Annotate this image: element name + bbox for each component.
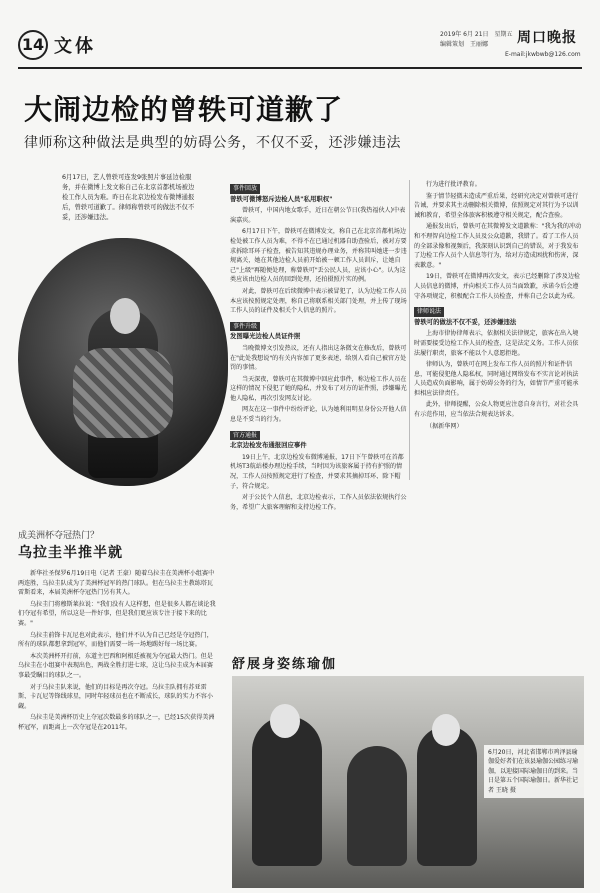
- yoga-person-2: [347, 746, 407, 866]
- sidebar-paragraph: 乌拉圭门将穆斯莱拉说："我们没有人这样想，但是很多人都在谈论我们夺冠有希望，所以这是一件好事，但是我们更应该专注于接下来的比赛。": [18, 600, 216, 627]
- article-paragraph: 对于公民个人信息，北京边检表示，工作人员依法依规执行公务，希望广大旅客理解和支持边检工作。: [230, 494, 407, 511]
- page-header: [0, 0, 600, 70]
- article-paragraph: 此外，律师提醒，公众人物更应注意自身言行，对社会具有示范作用，应当依法合规表达诉求。: [414, 401, 579, 419]
- sidebar-paragraph: 乌拉圭前锋卡瓦尼也对此表示，他们并不认为自己已经是夺冠热门，所有的球队都想拿到冠军，而他们需要一场一场地踢好每一场比赛。: [18, 631, 213, 649]
- article-paragraph: 当天深夜，曾轶可在其微博中回应此事件，称边检工作人员在这样的情况下侵犯了她的隐私，并发布了对方的证件照，涉嫌曝光他人隐私，再次引发网友讨论。: [230, 375, 407, 402]
- sidebar-paragraph: 乌拉圭是美洲杯历史上夺冠次数最多的球队之一，已经15次获得美洲杯冠军，而距离上一次夺冠是在2011年。: [18, 714, 215, 731]
- sidebar-paragraph: 对于乌拉圭队来说，他们的目标是再次夺冠。乌拉圭队拥有苏亚雷斯、卡瓦尼等锋线球星，同时年轻球员也在不断成长，球队的实力不容小觑。: [18, 683, 213, 710]
- article-column-2: [230, 180, 407, 514]
- sidebar-paragraph: 新华社圣保罗6月19日电（记者 王豪）随着乌拉圭在美洲杯小组赛中两连胜，乌拉圭队成为了美洲杯冠军的热门球队。但在乌拉圭主教练塔瓦雷斯看来，本届美洲杯夺冠热门另有其人。: [18, 570, 215, 597]
- editor-credit: 编辑策划 王丽娜: [440, 41, 489, 48]
- singer-photo: [18, 238, 228, 486]
- column-divider: [409, 180, 410, 480]
- header-email: E-mail:jkwbwb@126.com: [505, 51, 581, 58]
- section-title: 曾轶可微博怒斥边检人员"私用职权": [230, 194, 333, 203]
- sidebar-paragraph: 本次美洲杯开打前，东道主巴西和阿根廷被视为夺冠最大热门。但是乌拉圭在小组赛中表现出色，两战全胜打进七球，这让乌拉圭成为本届赛事最受瞩目的球队之一。: [18, 652, 213, 679]
- section-title: 北京边检发布通报回应事件: [230, 441, 307, 450]
- article-paragraph: 对此，曾轶可在后续微博中表示被冒犯了，认为边检工作人员本应该按照规定处理，称自己将联系相关部门处理，并上传了现场工作人员的证件及相关个人信息的照片。: [230, 287, 407, 315]
- article-paragraph: （据新华网）: [426, 422, 463, 430]
- yoga-person-3: [417, 726, 477, 866]
- article-paragraph: 网友在这一事件中纷纷评论，认为她利用明星身份公开他人信息是不妥当的行为。: [230, 406, 407, 424]
- article-paragraph: 上海市律协律师表示，依据相关法律规定，旅客在出入境时需要接受边检工作人员的检查，这是法定义务。工作人员依法履行职责，旅客不能以个人意愿拒绝。: [414, 330, 579, 357]
- section-tag: 事件升级: [230, 322, 260, 332]
- singer-face: [110, 298, 140, 334]
- issue-date: 2019年 6月 21日 星期五: [440, 31, 513, 38]
- article-paragraph: 行为进行批评教育。: [426, 181, 481, 188]
- yoga-person-1: [252, 716, 322, 866]
- yoga-caption: 6月20日，河北省邯郸市鸡泽县瑜伽爱好者们在该县瑜伽公园练习瑜伽，以迎接国际瑜伽日的到来。当日是第五个国际瑜伽日。新华社记者 王晓 摄: [484, 745, 584, 798]
- section-name: 文体: [54, 36, 96, 57]
- article-paragraph: 曾轶可，中国内地女歌手，近日在朝公节日(我热福伙人)中表演嘉宾。: [230, 207, 406, 224]
- intro-paragraph: 6月17日，艺人曾轶可连发9张照片事延边检服务，并在微博上发文称自己在北京首都机场被边检工作人员为难。昨日在北京边检发布微博通报后，曾轶可道歉了。律师称曾轶可的做法不仅不妥，还涉嫌违法。: [62, 174, 195, 221]
- article-paragraph: 6月17日下午，曾轶可在微博发文，称自己在北京首都机场边检处被工作人员为难，不得不在已通过机器自助查验后，被对方要求拆除耳环子检查，被告知其违规办理业务，并称其叫她进一步违规离关，她在其他边检人员前开始被一顿工作人员训斥，让她自己"上级"再随便处理，称曾轶可"丢公民人员，应该小心"。认为这类应该由边检人员的回到处理，还拍摄照片实的例。: [230, 228, 407, 284]
- singer-dress: [73, 348, 173, 438]
- newspaper-brand: 周口晚报: [517, 30, 577, 46]
- header-info: [440, 30, 513, 50]
- sidebar-article: [18, 569, 218, 735]
- section-title: 曾轶可的做法不仅不妥，还涉嫌违法: [414, 317, 517, 326]
- article-paragraph: 19日上午，北京边检发布微博通报，17日下午曾轶可在首都机场T3航站楼办理边检手续，当时因为该旅客属于持有护照的情况，工作人员按照规定进行了检查，并要求其摘掉耳环、除下帽子，符合规定。: [230, 453, 404, 490]
- article-paragraph: 鉴于情节轻微未造成严重后果，经研究决定对曾轶可进行告诫，并要求其主动删除相关微博，依照规定对其行为予以训诫和教育，希望全体旅客积极遵守相关规定，配合查验。: [414, 192, 579, 219]
- sidebar-headline: 乌拉圭半推半就: [18, 545, 123, 561]
- section-title: 发图曝光边检人员证件照: [230, 332, 301, 341]
- article-column-3: [414, 180, 584, 433]
- article-paragraph: 当晚微博文引发热议，还有人指出这条微文在修改后，曾轶可在"此处我想说"的有关内容加了更多表述，给别人看自己被官方处罚的事情。: [230, 344, 407, 372]
- section-tag: 事件回放: [230, 184, 260, 194]
- main-headline: 大闹边检的曾轶可道歉了: [24, 93, 344, 126]
- article-paragraph: 律师认为，曾轶可在网上发布工作人员的照片和证件信息，可能侵犯他人隐私权，同时通过网络发布不实言论对执法人员造成负面影响，属于妨碍公务的行为，如情节严重可能承担相应法律责任。: [414, 361, 579, 397]
- article-paragraph: 通报发出后，曾轶可在其微博发文道歉称："我为我的冲动和不理智向边检工作人员及公众道歉，我错了。看了工作人员的全部录像和视频后，我深刻认识到自己的错误，对于我发布了边检工作人员个人信息等行为，给对方造成困扰和伤害，深表歉意。": [414, 223, 582, 269]
- sidebar-kicker: 成美洲杯夺冠热门？: [18, 531, 100, 541]
- section-tag: 律师说法: [414, 307, 444, 317]
- yoga-face-2: [432, 714, 460, 746]
- header-rule: [18, 67, 582, 69]
- article-paragraph: 19日，曾轶可在微博再次发文，表示已经删除了涉及边检人员信息的微博，并向相关工作人员当面致歉，承诺今后会遵守各项规定，积极配合工作人员检查，并称自己会以此为戒。: [414, 273, 581, 300]
- section-tag: 官方通报: [230, 431, 260, 441]
- yoga-title: 舒展身姿练瑜伽: [232, 657, 338, 672]
- main-subheadline: 律师称这种做法是典型的妨碍公务，不仅不妥，还涉嫌违法: [24, 135, 401, 151]
- yoga-face-1: [270, 704, 300, 738]
- page-number: 14: [18, 30, 48, 60]
